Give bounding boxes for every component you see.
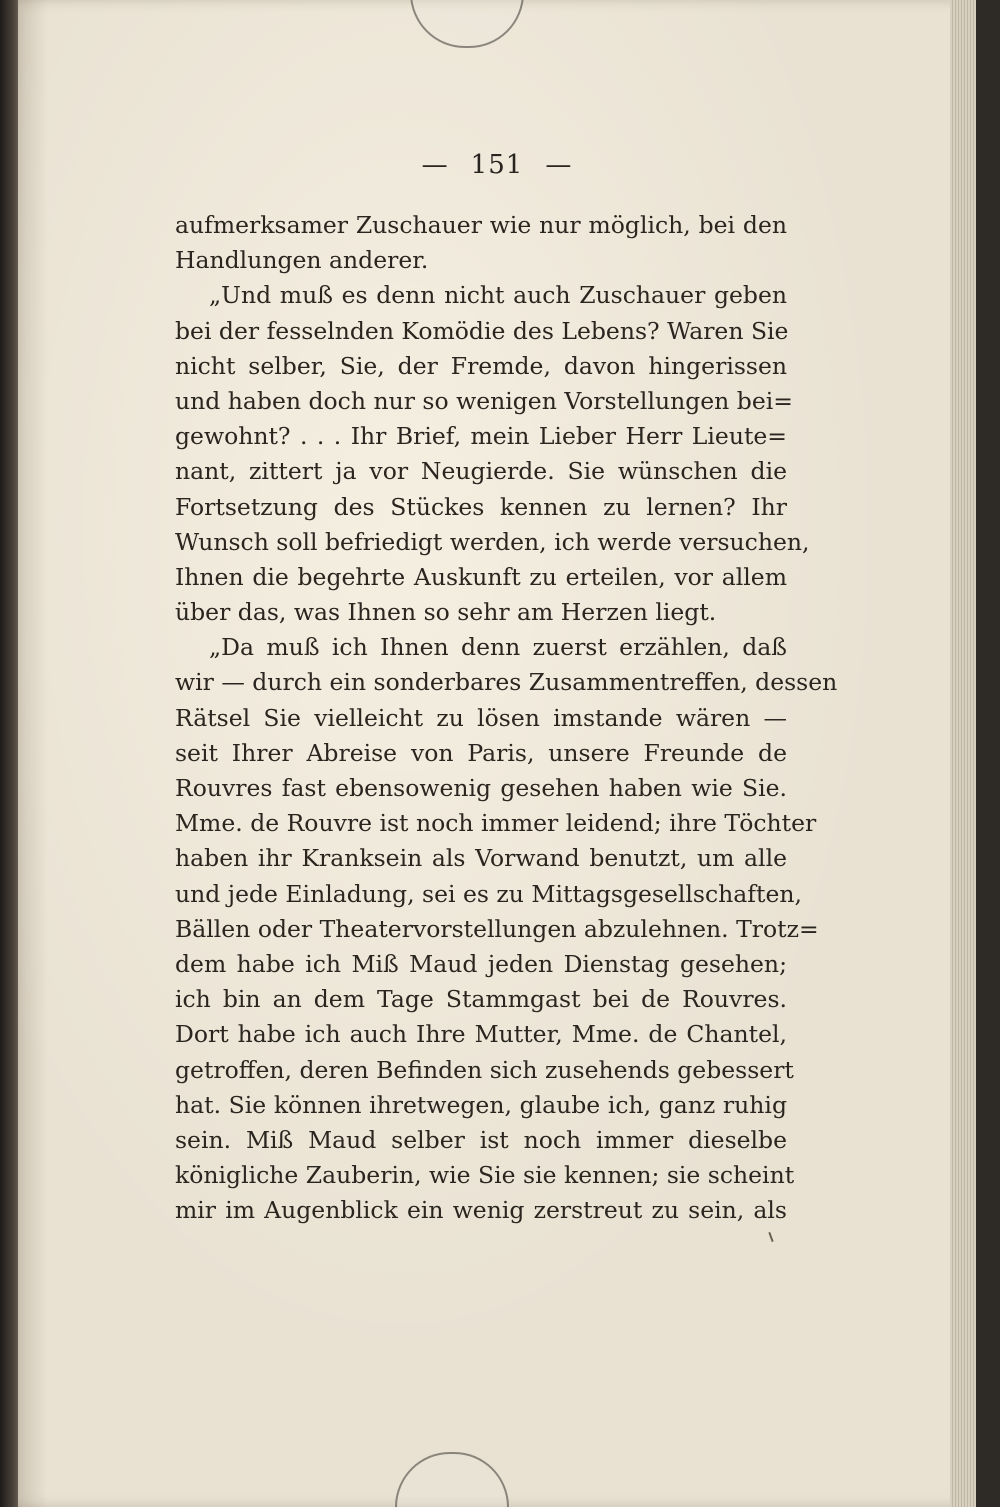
text-line: Fortsetzung des Stückes kennen zu lernen? Ihr (175, 492, 787, 521)
text-line: und jede Einladung, sei es zu Mittagsgesellschaften, (175, 879, 802, 908)
text-line: bei der fesselnden Komödie des Lebens? Waren Sie (175, 316, 789, 345)
text-line: und haben doch nur so wenigen Vorstellungen bei= (175, 386, 793, 415)
header-dash-right: — (545, 150, 573, 180)
text-line: nicht selber, Sie, der Fremde, davon hingerissen (175, 351, 787, 380)
text-line: mir im Augenblick ein wenig zerstreut zu sein, als (175, 1196, 787, 1225)
text-line: aufmerksamer Zuschauer wie nur möglich, bei den (175, 211, 787, 239)
text-line: wir — durch ein sonderbares Zusammentreffen, dessen (175, 668, 838, 697)
text-line: über das, was Ihnen so sehr am Herzen liegt. (175, 598, 717, 627)
text-line: seit Ihrer Abreise von Paris, unsere Freunde de (175, 738, 787, 767)
text-line: Handlungen anderer. (175, 246, 429, 275)
text-line: nant, zittert ja vor Neugierde. Sie wünschen die (175, 457, 787, 486)
header-dash-left: — (421, 150, 449, 180)
page-edges (950, 0, 976, 1507)
text-line: hat. Sie können ihretwegen, glaube ich, ganz ruhig (175, 1090, 787, 1119)
text-line: gewohnt? . . . Ihr Brief, mein Lieber Herr Lieute= (175, 422, 787, 451)
text-line: Rouvres fast ebensowenig gesehen haben wie Sie. (175, 774, 787, 802)
text-line: Dort habe ich auch Ihre Mutter, Mme. de Chantel, (175, 1020, 787, 1049)
text-line: dem habe ich Miß Maud jeden Dienstag gesehen; (175, 949, 787, 978)
text-line: „Und muß es denn nicht auch Zuschauer geben (209, 281, 787, 310)
text-line: königliche Zauberin, wie Sie sie kennen; sie scheint (175, 1161, 795, 1190)
page-number: 151 (470, 150, 524, 180)
text-line: Ihnen die begehrte Auskunft zu erteilen, vor allem (175, 562, 787, 591)
text-line: getroffen, deren Befinden sich zusehends gebessert (175, 1055, 794, 1084)
text-line: Mme. de Rouvre ist noch immer leidend; ihre Töchter (175, 809, 817, 838)
text-line: „Da muß ich Ihnen denn zuerst erzählen, daß (209, 633, 787, 662)
text-line: Wunsch soll befriedigt werden, ich werde versuchen, (175, 527, 810, 556)
text-line: haben ihr Kranksein als Vorwand benutzt, um alle (175, 844, 787, 873)
text-line: Rätsel Sie vielleicht zu lösen imstande wären — (175, 703, 787, 732)
paper-speck (768, 1232, 773, 1242)
body-text (175, 208, 838, 1228)
text-line: Bällen oder Theatervorstellungen abzulehnen. Trotz= (175, 914, 819, 943)
text-line: sein. Miß Maud selber ist noch immer dieselbe (175, 1125, 787, 1154)
page-header (18, 150, 976, 180)
book-page (18, 0, 976, 1507)
text-line: ich bin an dem Tage Stammgast bei de Rouvres. (175, 985, 787, 1014)
